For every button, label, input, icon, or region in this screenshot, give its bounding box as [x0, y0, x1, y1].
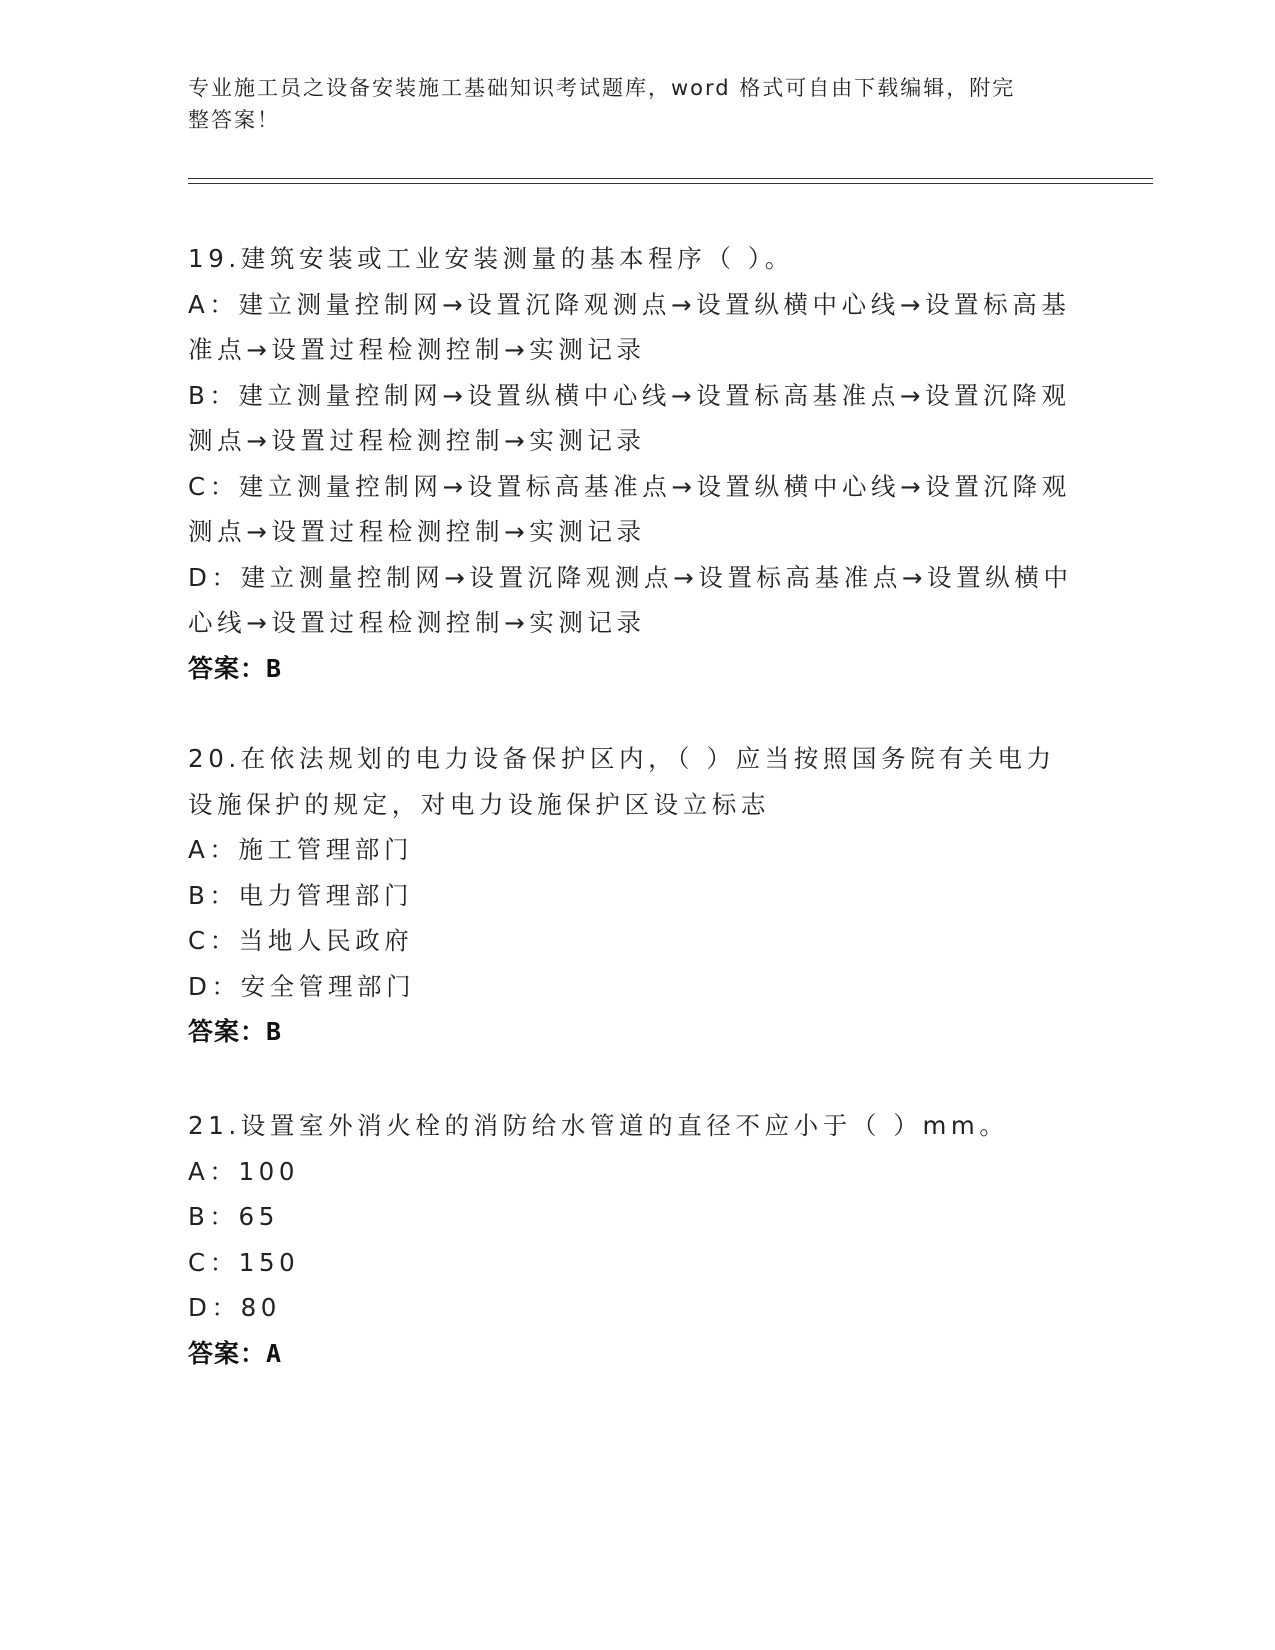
- option-a: A：施工管理部门: [188, 835, 414, 864]
- answer-label: 答案：: [188, 1017, 267, 1046]
- answer: [188, 646, 1088, 692]
- option-c: C：当地人民政府: [188, 926, 414, 955]
- option-d: D：安全管理部门: [188, 971, 416, 1001]
- option-a-line-2: 准点→设置过程检测控制→实测记录: [188, 335, 646, 364]
- option-c: C：150: [188, 1247, 300, 1277]
- answer-value: A: [266, 1338, 283, 1368]
- question-19: [188, 236, 1088, 691]
- answer-value: B: [266, 653, 283, 683]
- question-21: [188, 1103, 1088, 1376]
- header-line-1: 专业施工员之设备安装施工基础知识考试题库，word 格式可自由下载编辑，附完: [188, 76, 1016, 100]
- answer: [188, 1009, 1088, 1055]
- option-c-line-2: 测点→设置过程检测控制→实测记录: [188, 517, 646, 546]
- document-header: [188, 72, 1068, 136]
- answer-value: B: [266, 1017, 283, 1046]
- option-d-line-2: 心线→设置过程检测控制→实测记录: [188, 608, 646, 637]
- answer-label: 答案：: [188, 653, 267, 683]
- answer-label: 答案：: [188, 1338, 267, 1368]
- header-divider-top: [188, 178, 1153, 179]
- option-d-line-1: D：建立测量控制网→设置沉降观测点→设置标高基准点→设置纵横中: [188, 562, 1073, 592]
- option-b: B：电力管理部门: [188, 880, 414, 910]
- option-c-line-1: C：建立测量控制网→设置标高基准点→设置纵横中心线→设置沉降观: [188, 471, 1071, 501]
- answer: [188, 1331, 1088, 1377]
- question-stem-line-1: 20.在依法规划的电力设备保护区内，（ ）应当按照国务院有关电力: [188, 744, 1056, 773]
- option-b-line-2: 测点→设置过程检测控制→实测记录: [188, 426, 646, 455]
- question-stem: 21.设置室外消火栓的消防给水管道的直径不应小于（ ）mm。: [188, 1111, 1009, 1140]
- header-line-2: 整答案！: [188, 108, 280, 132]
- option-b: B：65: [188, 1202, 279, 1231]
- option-a: A：100: [188, 1156, 300, 1186]
- question-stem: 19.建筑安装或工业安装测量的基本程序（ ）。: [188, 244, 794, 273]
- option-a-line-1: A：建立测量控制网→设置沉降观测点→设置纵横中心线→设置标高基: [188, 289, 1071, 319]
- option-b-line-1: B：建立测量控制网→设置纵横中心线→设置标高基准点→设置沉降观: [188, 380, 1071, 410]
- question-stem-line-2: 设施保护的规定，对电力设施保护区设立标志: [188, 789, 770, 819]
- header-divider-bottom: [188, 183, 1153, 184]
- question-20: [188, 736, 1088, 1055]
- option-d: D：80: [188, 1293, 281, 1322]
